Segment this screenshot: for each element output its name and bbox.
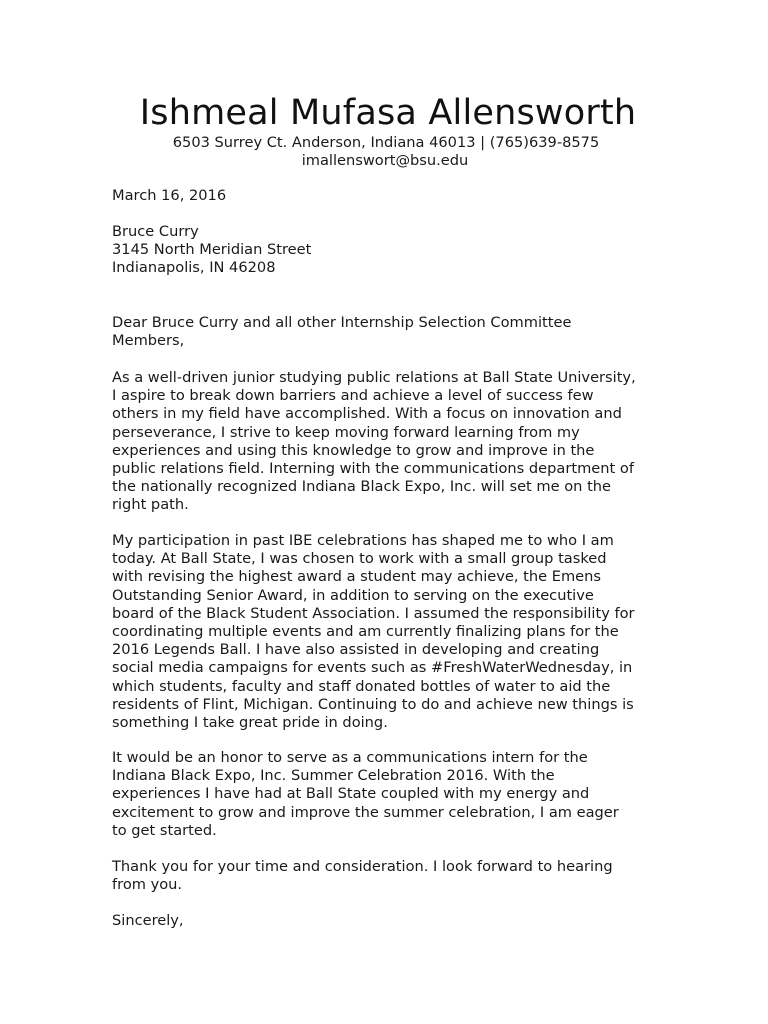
paragraph-line: I aspire to break down barriers and achieve a level of success few	[112, 387, 594, 405]
paragraph-line: It would be an honor to serve as a communications intern for the	[112, 749, 588, 766]
paragraph-line: experiences and using this knowledge to grow and improve in the	[112, 441, 595, 459]
recipient-city-state-zip: Indianapolis, IN 46208	[112, 259, 276, 277]
recipient-name: Bruce Curry	[112, 223, 199, 240]
salutation	[112, 314, 672, 350]
letter-closing: Sincerely,	[112, 912, 184, 929]
body-paragraph-intro	[112, 369, 672, 515]
paragraph-line: with revising the highest award a student may achieve, the Emens	[112, 568, 602, 586]
paragraph-line: Outstanding Senior Award, in addition to serving on the executive	[112, 586, 594, 604]
body-paragraph-thanks	[112, 858, 672, 894]
paragraph-line: from you.	[112, 876, 183, 894]
paragraph-line: public relations field. Interning with the communications department of	[112, 460, 634, 478]
paragraph-line: social media campaigns for events such as #FreshWaterWednesday, in	[112, 659, 633, 677]
paragraph-line: My participation in past IBE celebrations has shaped me to who I am	[112, 532, 614, 549]
paragraph-line: 2016 Legends Ball. I have also assisted in developing and creating	[112, 641, 600, 659]
paragraph-line: As a well-driven junior studying public relations at Ball State University,	[112, 369, 636, 386]
sender-name: Ishmeal Mufasa Allensworth	[139, 93, 637, 133]
paragraph-line: the nationally recognized Indiana Black Expo, Inc. will set me on the	[112, 478, 612, 496]
salutation-line: Dear Bruce Curry and all other Internship Selection Committee	[112, 314, 572, 331]
recipient-street: 3145 North Meridian Street	[112, 241, 312, 259]
sender-email: imallenswort@bsu.edu	[301, 152, 469, 169]
recipient-address	[112, 223, 672, 278]
paragraph-line: today. At Ball State, I was chosen to work with a small group tasked	[112, 550, 607, 568]
paragraph-line: perseverance, I strive to keep moving forward learning from my	[112, 423, 580, 441]
paragraph-line: Indiana Black Expo, Inc. Summer Celebration 2016. With the	[112, 767, 555, 785]
paragraph-line: to get started.	[112, 821, 217, 839]
salutation-line: Members,	[112, 332, 185, 350]
paragraph-line: right path.	[112, 496, 189, 514]
letter-date: March 16, 2016	[112, 187, 227, 204]
sender-address-phone: 6503 Surrey Ct. Anderson, Indiana 46013 | (765)639-8575	[172, 134, 600, 151]
paragraph-line: Thank you for your time and consideration. I look forward to hearing	[112, 858, 613, 875]
paragraph-line: board of the Black Student Association. I assumed the responsibility for	[112, 604, 635, 622]
letterhead	[0, 92, 768, 170]
paragraph-line: residents of Flint, Michigan. Continuing to do and achieve new things is	[112, 695, 634, 713]
paragraph-line: others in my field have accomplished. With a focus on innovation and	[112, 405, 622, 423]
paragraph-line: coordinating multiple events and am currently finalizing plans for the	[112, 623, 619, 641]
body-paragraph-goal	[112, 749, 672, 840]
paragraph-line: which students, faculty and staff donated bottles of water to aid the	[112, 677, 611, 695]
paragraph-line: something I take great pride in doing.	[112, 714, 388, 732]
paragraph-line: experiences I have had at Ball State coupled with my energy and	[112, 785, 590, 803]
paragraph-line: excitement to grow and improve the summer celebration, I am eager	[112, 803, 619, 821]
body-paragraph-experience	[112, 532, 672, 732]
